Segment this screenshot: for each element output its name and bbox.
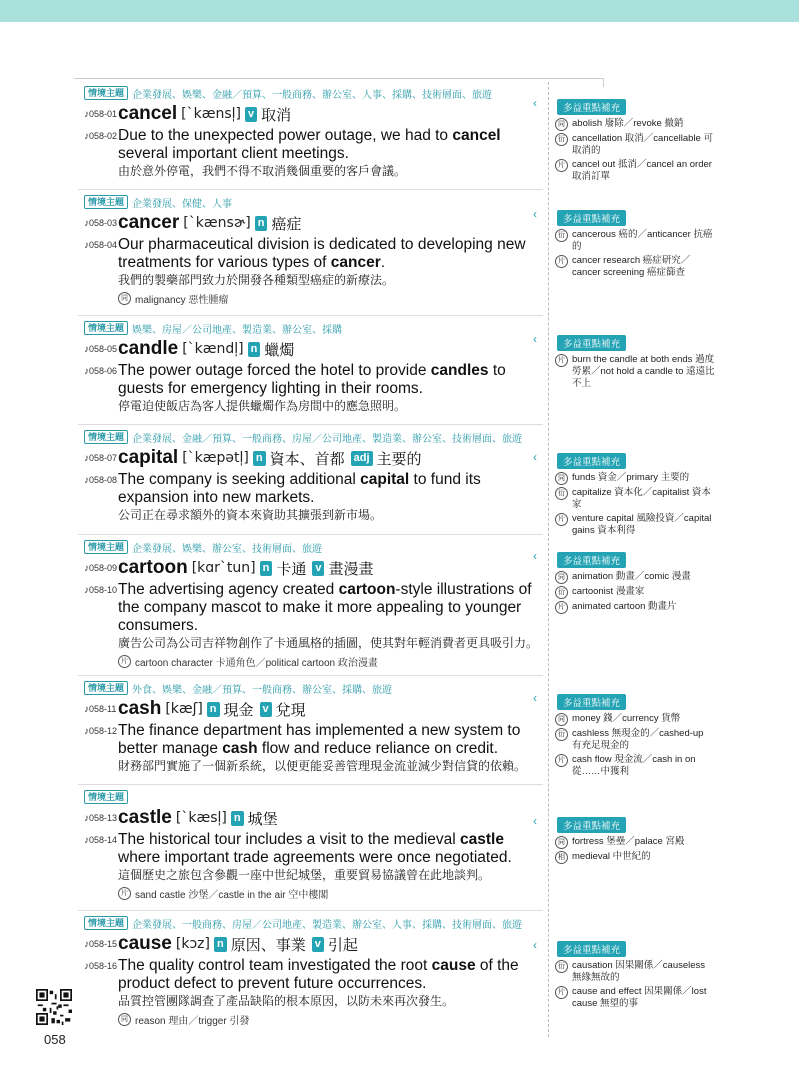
example-block xyxy=(118,236,539,288)
supplement-text: venture capital 風險投資／capital gains 資本利得 xyxy=(572,513,712,536)
extra-note xyxy=(118,291,539,306)
supplement-item xyxy=(555,851,715,864)
supplement-item xyxy=(555,472,715,485)
meaning: 原因、事業 xyxy=(230,936,306,954)
supplement-header: 多益重點補充 xyxy=(557,453,626,469)
phonetic: [kɑrˋtun] xyxy=(191,560,256,576)
chevron-icon: ‹ xyxy=(533,938,537,952)
supplement-item xyxy=(555,960,715,984)
track-no: 058-05 xyxy=(89,343,118,354)
topic-tag: 情境主題 xyxy=(84,321,128,335)
supplement-text: cause and effect 因果關係／lost cause 無望的事 xyxy=(572,986,707,1009)
track-no: 058-12 xyxy=(89,726,118,736)
supplement-text: animated cartoon 動畫片 xyxy=(572,601,677,612)
supplement-item xyxy=(555,354,715,390)
example-row xyxy=(84,127,539,179)
audio-track-word[interactable] xyxy=(84,453,118,464)
chevron-icon: ‹ xyxy=(533,691,537,705)
entry-separator xyxy=(78,784,543,785)
audio-icon: ♪ xyxy=(84,343,89,355)
meaning: 引起 xyxy=(327,936,358,954)
supplement-text: cancellation 取消／cancellable 可取消的 xyxy=(572,133,713,156)
translation: 我們的製藥部門致力於開發各種類型癌症的新療法。 xyxy=(118,273,395,287)
column-divider xyxy=(548,82,549,1037)
track-no: 058-09 xyxy=(89,562,118,573)
vocab-entry xyxy=(84,86,539,179)
supplement-item xyxy=(555,713,715,726)
audio-track-sentence[interactable] xyxy=(84,722,118,737)
pos-badge: n xyxy=(248,342,261,357)
toeic-supplement xyxy=(555,98,715,183)
pos-badge: v xyxy=(245,107,257,122)
supplement-item xyxy=(555,586,715,599)
supplement-item xyxy=(555,159,715,183)
supplement-icon: 同 xyxy=(555,713,568,726)
example-sentence: Due to the unexpected power outage, we had to cancel several important client meetings. xyxy=(118,127,501,162)
supplement-header: 多益重點補充 xyxy=(557,694,626,710)
meaning: 卡通 xyxy=(276,560,307,578)
supplement-item xyxy=(555,754,715,778)
pos-badge: n xyxy=(253,451,266,466)
headword-row xyxy=(84,102,539,126)
example-row xyxy=(84,722,539,774)
top-rule xyxy=(74,78,604,79)
entry-separator xyxy=(78,315,543,316)
audio-track-sentence[interactable] xyxy=(84,581,118,596)
supplement-item xyxy=(555,513,715,537)
track-no: 058-08 xyxy=(89,475,118,485)
track-no: 058-10 xyxy=(89,585,118,595)
supplement-text: medieval 中世紀的 xyxy=(572,851,651,862)
topic-row xyxy=(84,916,539,930)
extra-icon: 片 xyxy=(118,887,131,900)
toeic-supplement xyxy=(555,209,715,279)
audio-icon: ♪ xyxy=(84,366,89,377)
topic-tag: 情境主題 xyxy=(84,195,128,209)
audio-track-word[interactable] xyxy=(84,109,118,120)
supplement-text: causation 因果關係／causeless 無緣無故的 xyxy=(572,960,706,983)
example-sentence: The historical tour includes a visit to the medieval castle where important trade agreements were once negotiated. xyxy=(118,831,512,866)
topic-tag: 情境主題 xyxy=(84,681,128,695)
supplement-item xyxy=(555,487,715,511)
phonetic: [ˋkæsl̩] xyxy=(175,810,227,826)
pos-badge: v xyxy=(312,561,324,576)
supplement-icon: 同 xyxy=(555,836,568,849)
audio-track-word[interactable] xyxy=(84,939,118,950)
example-sentence: The advertising agency created cartoon-style illustrations of the company mascot to make it more appealing to younger consumers. xyxy=(118,581,532,634)
example-block xyxy=(118,362,539,414)
supplement-icon: 衍 xyxy=(555,487,568,500)
headword: candle xyxy=(118,338,179,359)
meaning: 取消 xyxy=(261,106,292,124)
supplement-item xyxy=(555,986,715,1010)
supplement-item xyxy=(555,133,715,157)
supplement-header: 多益重點補充 xyxy=(557,335,626,351)
example-sentence: The finance department has implemented a new system to better manage cash flow and reduce reliance on credit. xyxy=(118,722,521,757)
topic-list: 企業發展、金融／預算、一般商務、房屋／公司地產、製造業、辦公室、技術層面、旅遊 xyxy=(132,433,523,445)
audio-track-sentence[interactable] xyxy=(84,831,118,846)
supplement-item xyxy=(555,118,715,131)
headword-row xyxy=(84,211,539,235)
supplement-header: 多益重點補充 xyxy=(557,552,626,568)
supplement-item xyxy=(555,229,715,253)
supplement-item xyxy=(555,728,715,752)
supplement-icon: 同 xyxy=(555,571,568,584)
audio-icon: ♪ xyxy=(84,726,89,737)
keyword: cash xyxy=(222,740,258,757)
chevron-icon: ‹ xyxy=(533,207,537,221)
topic-row xyxy=(84,195,539,209)
phonetic: [ˋkænsl̩] xyxy=(181,106,241,122)
track-no: 058-16 xyxy=(89,961,118,971)
pos-badge: v xyxy=(312,937,324,952)
vocab-entry xyxy=(84,540,539,669)
track-no: 058-14 xyxy=(89,835,118,845)
headword-row xyxy=(84,806,539,830)
extra-text: sand castle 沙堡／castle in the air 空中樓閣 xyxy=(135,890,329,901)
phonetic: [ˋkæpətl̩] xyxy=(182,450,249,466)
meaning: 蠟燭 xyxy=(264,341,295,359)
topic-list: 企業發展、娛樂、辦公室、技術層面、旅遊 xyxy=(132,543,323,555)
supplement-icon: 衍 xyxy=(555,960,568,973)
audio-icon: ♪ xyxy=(84,703,89,715)
extra-text: reason 理由／trigger 引發 xyxy=(135,1016,250,1027)
audio-icon: ♪ xyxy=(84,585,89,596)
translation: 公司正在尋求額外的資本來資助其擴張到新市場。 xyxy=(118,508,383,522)
audio-track-word[interactable] xyxy=(84,704,118,715)
extra-icon: 同 xyxy=(118,1013,131,1026)
example-row xyxy=(84,581,539,651)
supplement-icon: 片 xyxy=(555,986,568,999)
supplement-item xyxy=(555,571,715,584)
example-row xyxy=(84,957,539,1009)
keyword: capital xyxy=(360,471,410,488)
keyword: cancer xyxy=(330,254,381,271)
extra-text: cartoon character 卡通角色／political cartoon 政治漫畫 xyxy=(135,658,378,669)
supplement-header: 多益重點補充 xyxy=(557,99,626,115)
topic-list: 企業發展、保健、人事 xyxy=(132,198,233,210)
pos-badge: n xyxy=(231,811,244,826)
entry-separator xyxy=(78,534,543,535)
extra-note xyxy=(118,654,539,669)
keyword: candles xyxy=(430,362,489,379)
supplement-text: capitalize 資本化／capitalist 資本家 xyxy=(572,487,711,510)
pos-badge: n xyxy=(255,216,268,231)
extra-note xyxy=(118,1012,539,1027)
extra-text: malignancy 惡性腫瘤 xyxy=(135,295,229,306)
audio-track-word[interactable] xyxy=(84,813,118,824)
supplement-icon: 衍 xyxy=(555,133,568,146)
example-block xyxy=(118,127,539,179)
vocab-entry xyxy=(84,195,539,306)
headword: cash xyxy=(118,698,162,719)
phonetic: [ˋkændl̩] xyxy=(182,341,244,357)
audio-icon: ♪ xyxy=(84,108,89,120)
meaning: 主要的 xyxy=(376,450,422,468)
track-no: 058-01 xyxy=(89,108,118,119)
chevron-icon: ‹ xyxy=(533,450,537,464)
translation: 停電迫使飯店為客人提供蠟燭作為房間中的應急照明。 xyxy=(118,399,407,413)
headword-row xyxy=(84,697,539,721)
chevron-icon: ‹ xyxy=(533,814,537,828)
supplement-icon: 同 xyxy=(555,118,568,131)
entry-separator xyxy=(78,675,543,676)
keyword: cancel xyxy=(452,127,501,144)
extra-icon: 片 xyxy=(118,655,131,668)
toeic-supplement xyxy=(555,334,715,390)
pos-badge: n xyxy=(207,702,220,717)
extra-icon: 同 xyxy=(118,292,131,305)
audio-track-sentence[interactable] xyxy=(84,127,118,142)
toeic-supplement xyxy=(555,551,715,614)
audio-track-sentence[interactable] xyxy=(84,362,118,377)
audio-track-sentence[interactable] xyxy=(84,471,118,486)
topic-row xyxy=(84,540,539,554)
topic-tag: 情境主題 xyxy=(84,430,128,444)
supplement-icon: 衍 xyxy=(555,728,568,741)
track-no: 058-04 xyxy=(89,240,118,250)
translation: 廣告公司為公司吉祥物創作了卡通風格的插圖，使其對年輕消費者更具吸引力。 xyxy=(118,636,539,650)
audio-icon: ♪ xyxy=(84,938,89,950)
toeic-supplement xyxy=(555,693,715,778)
supplement-text: funds 資金／primary 主要的 xyxy=(572,472,690,483)
supplement-icon: 片 xyxy=(555,354,568,367)
keyword: castle xyxy=(460,831,504,848)
chevron-icon: ‹ xyxy=(533,549,537,563)
toeic-supplement xyxy=(555,452,715,537)
audio-track-sentence[interactable] xyxy=(84,957,118,972)
topic-row xyxy=(84,790,539,804)
translation: 由於意外停電，我們不得不取消幾個重要的客戶會議。 xyxy=(118,164,407,178)
supplement-text: cancerous 癌的／anticancer 抗癌的 xyxy=(572,229,713,252)
track-no: 058-07 xyxy=(89,452,118,463)
vocab-entry xyxy=(84,321,539,414)
keyword: cause xyxy=(431,957,476,974)
supplement-icon: 片 xyxy=(555,159,568,172)
supplement-item xyxy=(555,601,715,614)
topic-list: 企業發展、一般商務、房屋／公司地產、製造業、辦公室、人事、採購、技術層面、旅遊 xyxy=(132,919,523,931)
phonetic: [kɔz] xyxy=(175,936,210,952)
example-sentence: Our pharmaceutical division is dedicated to developing new treatments for various types of cancer. xyxy=(118,236,526,271)
audio-track-word[interactable] xyxy=(84,344,118,355)
chevron-icon: ‹ xyxy=(533,96,537,110)
keyword: cartoon xyxy=(338,581,396,598)
headword: castle xyxy=(118,807,172,828)
track-no: 058-11 xyxy=(89,703,117,714)
topic-list: 娛樂、房屋／公司地產、製造業、辦公室、採購 xyxy=(132,324,343,336)
vocab-entry xyxy=(84,430,539,523)
supplement-icon: 片 xyxy=(555,255,568,268)
example-sentence: The company is seeking additional capital to fund its expansion into new markets. xyxy=(118,471,481,506)
phonetic: [kæʃ] xyxy=(165,701,203,717)
translation: 這個歷史之旅包含參觀一座中世紀城堡，重要貿易協議曾在此地談判。 xyxy=(118,868,491,882)
supplement-header: 多益重點補充 xyxy=(557,817,626,833)
topic-row xyxy=(84,681,539,695)
supplement-icon: 同 xyxy=(555,472,568,485)
translation: 品質控管團隊調查了產品缺陷的根本原因，以防未來再次發生。 xyxy=(118,994,455,1008)
toeic-supplement xyxy=(555,940,715,1010)
audio-icon: ♪ xyxy=(84,812,89,824)
supplement-item xyxy=(555,255,715,279)
entry-separator xyxy=(78,424,543,425)
pos-badge: v xyxy=(260,702,272,717)
example-row xyxy=(84,236,539,288)
entry-separator xyxy=(78,189,543,190)
phonetic: [ˋkænsɚ] xyxy=(183,215,251,231)
extra-note xyxy=(118,886,539,901)
audio-icon: ♪ xyxy=(84,240,89,251)
supplement-text: abolish 廢除／revoke 撤銷 xyxy=(572,118,684,129)
example-block xyxy=(118,957,539,1009)
vocab-entry xyxy=(84,681,539,774)
pos-badge: n xyxy=(214,937,227,952)
headword: cancer xyxy=(118,212,180,233)
supplement-text: cancel out 抵消／cancel an order 取消訂單 xyxy=(572,159,712,182)
supplement-text: money 錢／currency 貨幣 xyxy=(572,713,681,724)
audio-icon: ♪ xyxy=(84,452,89,464)
supplement-icon: 衍 xyxy=(555,229,568,242)
headword-row xyxy=(84,932,539,956)
top-color-band xyxy=(0,0,799,22)
topic-tag: 情境主題 xyxy=(84,916,128,930)
audio-icon: ♪ xyxy=(84,562,89,574)
audio-icon: ♪ xyxy=(84,217,89,229)
topic-tag: 情境主題 xyxy=(84,86,128,100)
supplement-header: 多益重點補充 xyxy=(557,210,626,226)
example-row xyxy=(84,471,539,523)
track-no: 058-03 xyxy=(89,217,118,228)
headword: cause xyxy=(118,933,172,954)
topic-tag: 情境主題 xyxy=(84,790,128,804)
translation: 財務部門實施了一個新系統，以便更能妥善管理現金流並減少對信貸的依賴。 xyxy=(118,759,527,773)
track-no: 058-02 xyxy=(89,131,118,141)
page-number: 058 xyxy=(44,1032,66,1047)
supplement-text: cartoonist 漫畫家 xyxy=(572,586,645,597)
supplement-text: animation 動畫／comic 漫畫 xyxy=(572,571,691,582)
supplement-icon: 片 xyxy=(555,754,568,767)
audio-icon: ♪ xyxy=(84,475,89,486)
example-row xyxy=(84,831,539,883)
meaning: 畫漫畫 xyxy=(328,560,374,578)
supplement-icon: 片 xyxy=(555,601,568,614)
headword: cancel xyxy=(118,103,178,124)
topic-list: 外食、娛樂、金融／預算、一般商務、辦公室、採購、旅遊 xyxy=(132,684,393,696)
audio-icon: ♪ xyxy=(84,131,89,142)
top-rule-tick xyxy=(603,78,604,87)
audio-icon: ♪ xyxy=(84,961,89,972)
audio-icon: ♪ xyxy=(84,835,89,846)
example-sentence: The quality control team investigated the root cause of the product defect to prevent future occurrences. xyxy=(118,957,519,992)
meaning: 城堡 xyxy=(247,810,278,828)
qr-code[interactable] xyxy=(36,989,72,1025)
chevron-icon: ‹ xyxy=(533,332,537,346)
supplement-text: cancer research 癌症研究／cancer screening 癌症篩查 xyxy=(572,255,691,278)
audio-track-word[interactable] xyxy=(84,218,118,229)
vocab-entry xyxy=(84,916,539,1027)
headword-row xyxy=(84,337,539,361)
track-no: 058-13 xyxy=(89,812,118,823)
supplement-icon: 相 xyxy=(555,851,568,864)
headword-row xyxy=(84,556,539,580)
toeic-supplement xyxy=(555,816,715,864)
topic-list: 企業發展、娛樂、金融／預算、一般商務、辦公室、人事、採購、技術層面、旅遊 xyxy=(132,89,493,101)
example-block xyxy=(118,722,539,774)
example-block xyxy=(118,471,539,523)
supplement-item xyxy=(555,836,715,849)
audio-track-word[interactable] xyxy=(84,563,118,574)
supplement-icon: 衍 xyxy=(555,586,568,599)
supplement-text: burn the candle at both ends 過度勞累／not hold a candle to 遠遠比不上 xyxy=(572,354,715,389)
topic-tag: 情境主題 xyxy=(84,540,128,554)
track-no: 058-15 xyxy=(89,938,118,949)
example-row xyxy=(84,362,539,414)
supplement-text: fortress 堡壘／palace 宮殿 xyxy=(572,836,685,847)
meaning: 兌現 xyxy=(275,701,306,719)
example-sentence: The power outage forced the hotel to provide candles to guests for emergency lighting in their rooms. xyxy=(118,362,506,397)
headword-row xyxy=(84,446,539,470)
headword: cartoon xyxy=(118,557,188,578)
example-block xyxy=(118,581,539,651)
meaning: 癌症 xyxy=(271,215,302,233)
vocab-entry xyxy=(84,790,539,901)
headword: capital xyxy=(118,447,179,468)
supplement-text: cash flow 現金流／cash in on 從……中獲利 xyxy=(572,754,696,777)
topic-row xyxy=(84,321,539,335)
meaning: 現金 xyxy=(223,701,254,719)
audio-track-sentence[interactable] xyxy=(84,236,118,251)
track-no: 058-06 xyxy=(89,366,118,376)
entry-separator xyxy=(78,910,543,911)
supplement-header: 多益重點補充 xyxy=(557,941,626,957)
pos-badge: n xyxy=(260,561,273,576)
example-block xyxy=(118,831,539,883)
supplement-icon: 片 xyxy=(555,513,568,526)
topic-row xyxy=(84,430,539,444)
topic-row xyxy=(84,86,539,100)
supplement-text: cashless 無現金的／cashed-up 有充足現金的 xyxy=(572,728,704,751)
meaning: 資本、首都 xyxy=(269,450,345,468)
pos-badge: adj xyxy=(351,451,373,466)
